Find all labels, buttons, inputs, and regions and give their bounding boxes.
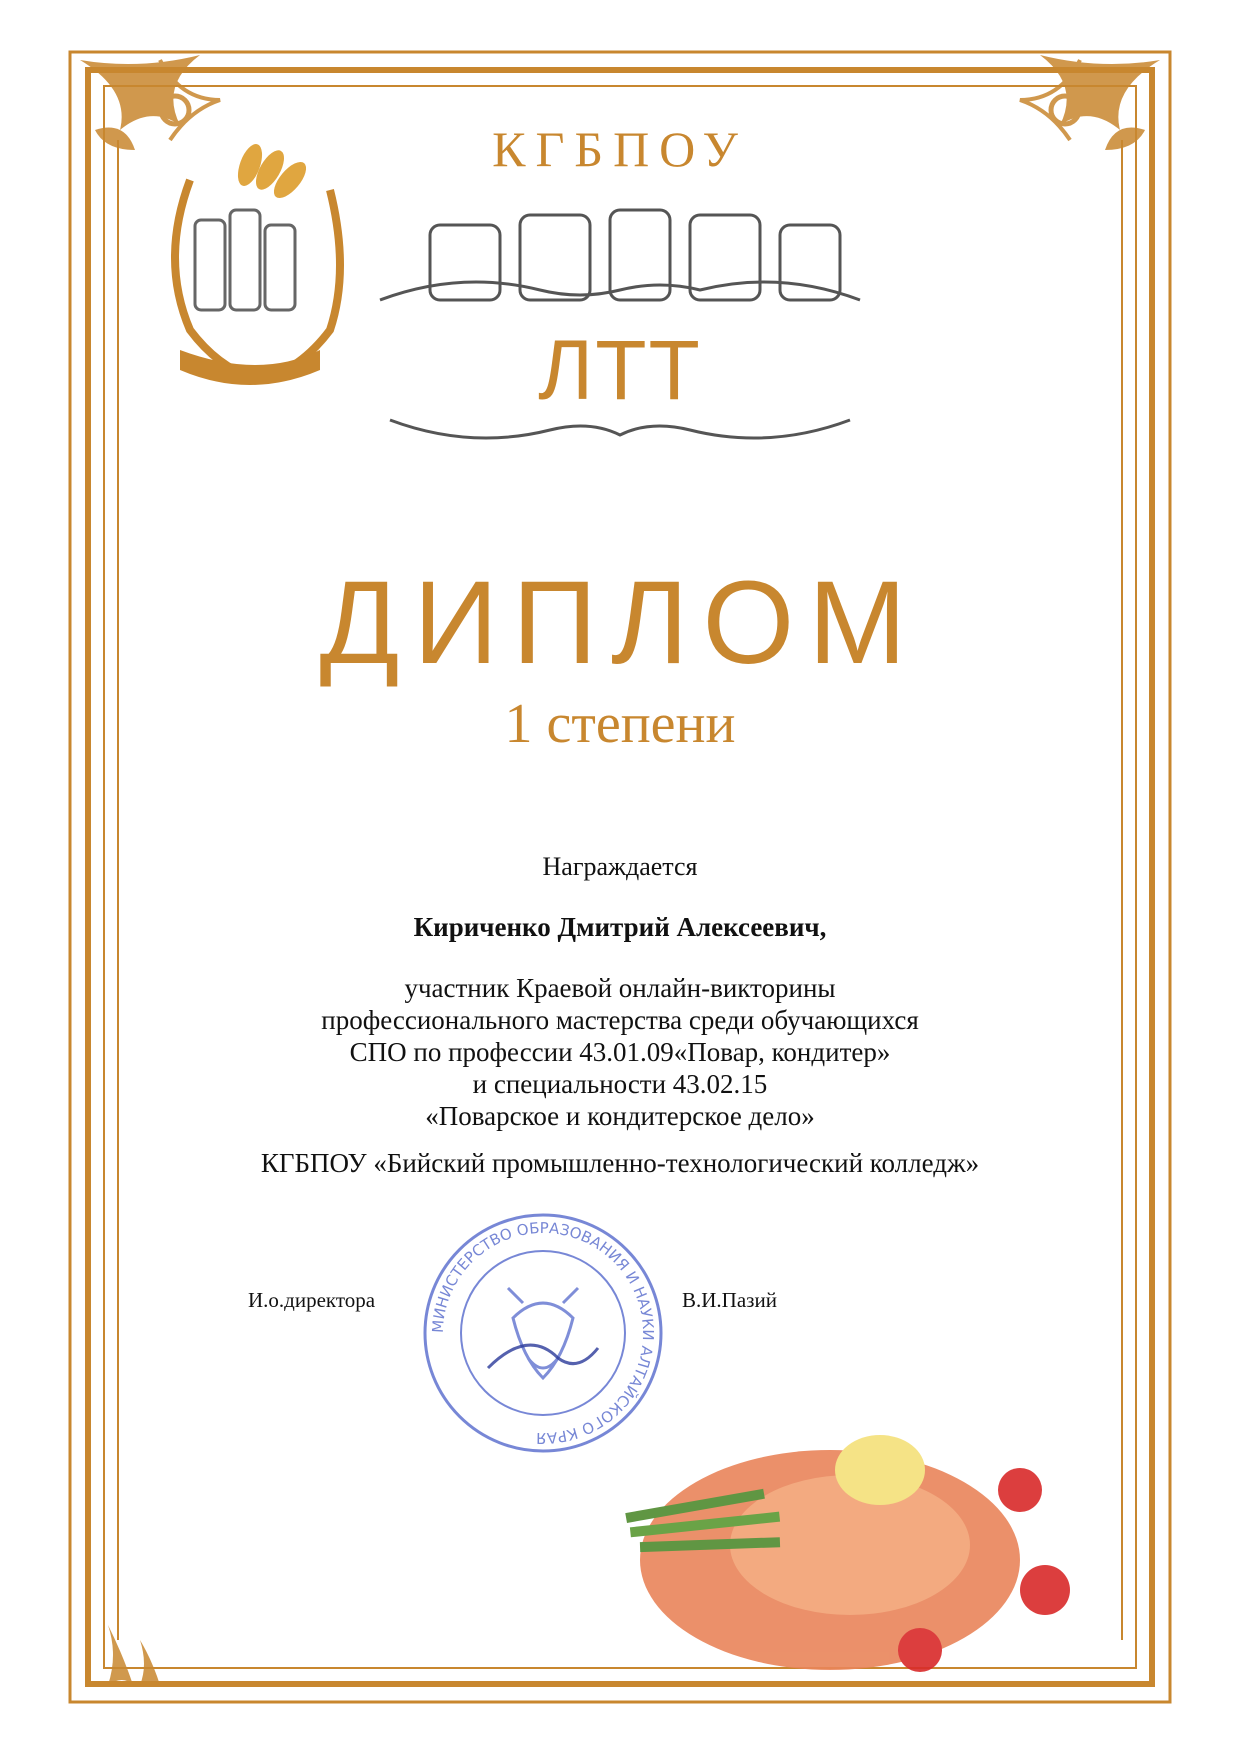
recipient-name: Кириченко Дмитрий Алексеевич, — [413, 912, 827, 942]
description-line: СПО по профессии 43.01.09«Повар, кондитер» — [349, 1037, 891, 1067]
college-name: КГБПОУ «Бийский промышленно-технологический колледж» — [260, 1148, 980, 1178]
diploma-title: ДИПЛОМ — [319, 557, 921, 689]
org-short-name: ЛТТ — [538, 323, 702, 417]
handwritten-signature — [488, 1345, 598, 1368]
diploma-degree: 1 степени — [504, 693, 736, 755]
food-illustration — [625, 1435, 1070, 1672]
svg-text:МИНИСТЕРСТВО ОБРАЗОВАНИЯ И НАУ — [429, 1219, 657, 1447]
description-line: «Поварское и кондитерское дело» — [425, 1101, 815, 1131]
stamp-ring-text: МИНИСТЕРСТВО ОБРАЗОВАНИЯ И НАУКИ АЛТАЙСКОГО КРАЯ — [428, 1218, 658, 1448]
description-line: участник Краевой онлайн-викторины — [404, 973, 836, 1003]
official-stamp — [418, 1208, 668, 1458]
award-description — [0, 972, 1240, 1132]
description-line: и специальности 43.02.15 — [472, 1069, 768, 1099]
signatory-name: В.И.Пазий — [682, 1288, 777, 1312]
org-abbreviation: КГБПОУ — [492, 121, 748, 177]
description-line: профессионального мастерства среди обучающихся — [321, 1005, 919, 1035]
signatory-role: И.о.директора — [248, 1288, 376, 1312]
awarded-label: Награждается — [542, 852, 698, 881]
corner-ornament-bottom-left — [108, 1625, 160, 1685]
